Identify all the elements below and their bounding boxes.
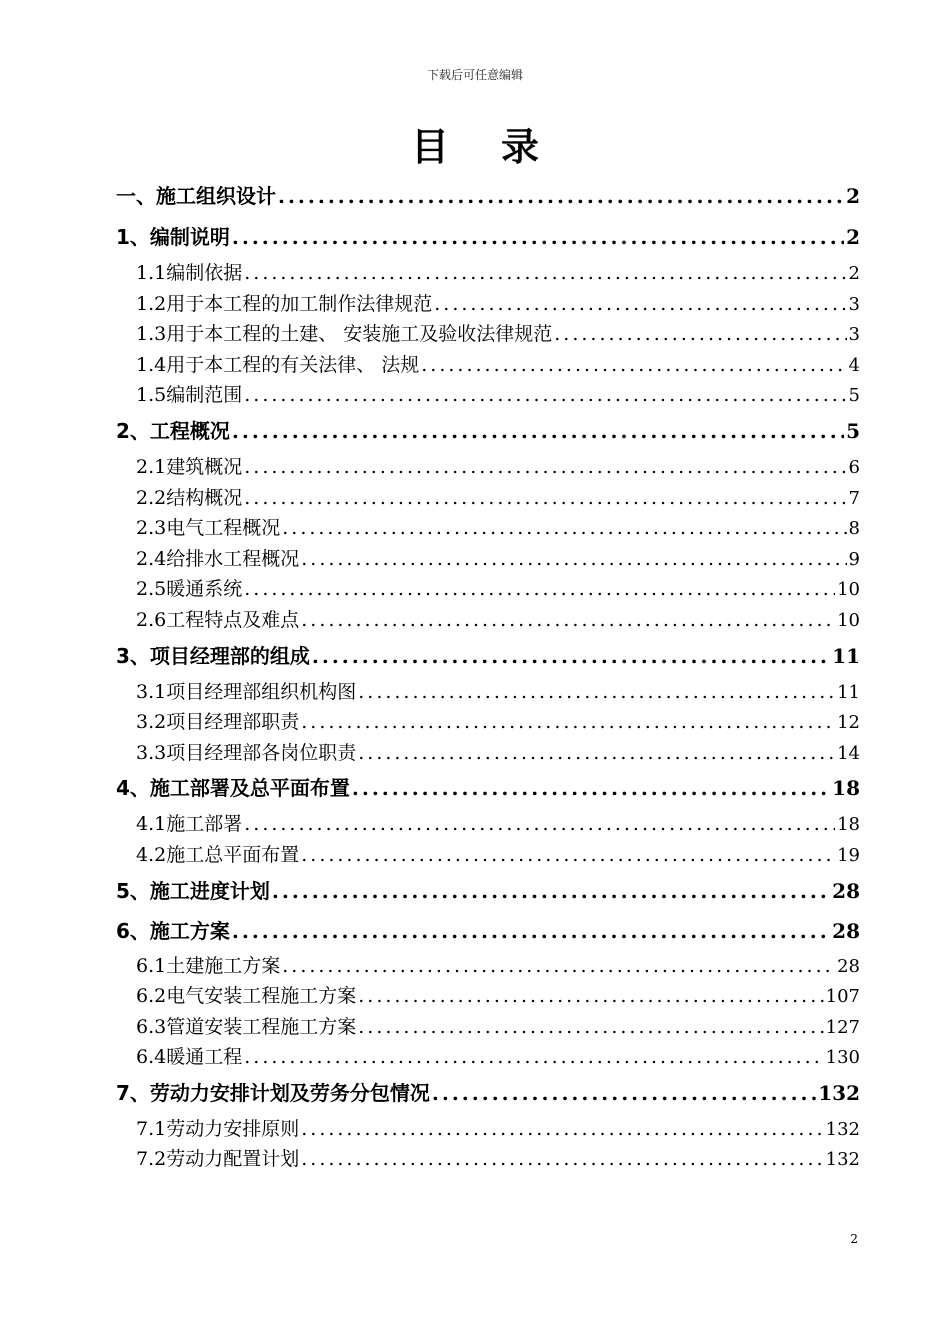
toc-leader-dots [301, 1114, 823, 1145]
toc-page-number: 14 [837, 742, 860, 764]
toc-section[interactable] [116, 1114, 860, 1145]
toc-number: 7.1 [136, 1117, 167, 1140]
toc-page-number: 130 [825, 1047, 860, 1069]
toc-page-number: 3 [848, 293, 860, 315]
toc-leader-dots [358, 677, 835, 708]
toc-number: 7、 [116, 1080, 150, 1105]
toc-number: 2.2 [136, 486, 167, 509]
toc-number: 2.6 [136, 608, 167, 631]
toc-leader-dots [272, 871, 830, 911]
toc-section[interactable] [116, 605, 860, 636]
toc-leader-dots [232, 217, 844, 258]
toc-number: 一、 [116, 184, 156, 208]
toc-leader-dots [282, 513, 846, 544]
toc-chapter[interactable] [116, 411, 860, 452]
toc-number: 3.3 [136, 741, 167, 764]
toc-leader-dots [232, 911, 830, 951]
toc-chapter[interactable] [116, 636, 860, 677]
toc-label: 施工总平面布置 [166, 843, 300, 866]
toc-page-number: 12 [837, 712, 860, 734]
toc-label: 项目经理部的组成 [149, 643, 310, 668]
toc-section[interactable] [116, 350, 860, 381]
toc-number: 1.4 [136, 353, 167, 376]
toc-page-number: 28 [832, 918, 860, 943]
toc-label: 暖通系统 [166, 578, 243, 601]
toc-section[interactable] [116, 981, 860, 1012]
toc-leader-dots [301, 544, 846, 575]
toc-number: 1.5 [136, 384, 167, 407]
toc-page-number: 10 [837, 579, 860, 601]
toc-number: 1.3 [136, 323, 167, 346]
toc-number: 3、 [116, 643, 150, 668]
toc-section[interactable] [116, 738, 860, 769]
toc-page-number: 6 [848, 456, 860, 478]
toc-number: 2.3 [136, 517, 167, 540]
toc-page-number: 132 [825, 1149, 860, 1171]
toc-number: 1.2 [136, 292, 167, 315]
toc-label: 施工进度计划 [149, 878, 270, 903]
toc-page-number: 132 [818, 1080, 860, 1105]
toc-section[interactable] [116, 319, 860, 350]
toc-label: 暖通工程 [166, 1046, 243, 1069]
toc-chapter[interactable] [116, 871, 860, 911]
toc-leader-dots [358, 738, 835, 769]
toc-leader-dots [244, 452, 846, 483]
toc-section[interactable] [116, 677, 860, 708]
toc-label: 编制依据 [166, 262, 243, 284]
toc-number: 1、 [116, 225, 150, 249]
toc-section[interactable] [116, 289, 860, 320]
toc-leader-dots [554, 319, 846, 350]
toc-label: 项目经理部各岗位职责 [166, 741, 357, 764]
toc-title: 目录 [410, 125, 591, 169]
toc-page-number: 2 [846, 184, 860, 208]
toc-label: 用于本工程的加工制作法律规范 [166, 292, 433, 315]
toc-section[interactable] [116, 951, 860, 982]
toc-leader-dots [244, 380, 846, 411]
toc-label: 劳动力安排计划及劳务分包情况 [149, 1080, 430, 1105]
toc-page-number: 7 [848, 487, 860, 509]
toc-page-number: 3 [848, 324, 860, 346]
toc-section[interactable] [116, 544, 860, 575]
toc-page-number: 28 [837, 955, 860, 977]
toc-page-number: 10 [837, 609, 860, 631]
toc-section[interactable] [116, 809, 860, 840]
toc-section[interactable] [116, 258, 860, 289]
toc-label: 施工部署及总平面布置 [149, 776, 350, 801]
toc-number: 3.1 [136, 680, 167, 703]
toc-label: 项目经理部职责 [166, 711, 300, 734]
toc-label: 施工方案 [149, 918, 230, 943]
toc-leader-dots [244, 483, 846, 514]
toc-page-number: 9 [848, 548, 860, 570]
toc-leader-dots [244, 809, 835, 840]
toc-chapter[interactable] [116, 176, 860, 217]
toc-number: 4、 [116, 776, 150, 801]
toc-page-number: 18 [832, 776, 860, 801]
toc-leader-dots [432, 1073, 816, 1114]
toc-label: 给排水工程概况 [166, 547, 300, 570]
toc-number: 5、 [116, 878, 150, 903]
toc-number: 6.4 [136, 1046, 167, 1069]
toc-leader-dots [358, 981, 823, 1012]
toc-label: 用于本工程的有关法律、 法规 [166, 353, 420, 376]
toc-number: 4.1 [136, 813, 167, 836]
toc-number: 6.2 [136, 985, 167, 1008]
toc-label: 编制范围 [166, 384, 243, 407]
toc-chapter[interactable] [116, 217, 860, 258]
toc-page-number: 127 [825, 1016, 860, 1038]
toc-chapter[interactable] [116, 911, 860, 951]
toc-label: 建筑概况 [166, 455, 243, 478]
page-header: 下载后可任意编辑 [426, 68, 523, 82]
toc-page-number: 2 [846, 225, 860, 249]
toc-label: 管道安装工程施工方案 [166, 1015, 357, 1038]
toc-leader-dots [301, 605, 835, 636]
toc-section[interactable] [116, 452, 860, 483]
toc-page-number: 18 [837, 814, 860, 836]
toc-chapter[interactable] [116, 1073, 860, 1114]
toc-number: 2.5 [136, 578, 167, 601]
toc-leader-dots [244, 574, 835, 605]
toc-section[interactable] [116, 513, 860, 544]
toc-label: 用于本工程的土建、 安装施工及验收法律规范 [166, 323, 553, 346]
toc-number: 6.1 [136, 954, 167, 977]
toc-leader-dots [358, 1012, 823, 1043]
toc-page-number: 5 [846, 418, 860, 443]
toc-label: 编制说明 [149, 225, 230, 249]
toc-number: 2.1 [136, 455, 167, 478]
toc-number: 6、 [116, 918, 150, 943]
toc-page-number: 28 [832, 878, 860, 903]
toc-leader-dots [312, 636, 830, 677]
toc-page-number: 11 [832, 643, 860, 668]
toc-number: 3.2 [136, 711, 167, 734]
toc-label: 土建施工方案 [166, 954, 281, 977]
toc-leader-dots [301, 840, 835, 871]
toc-leader-dots [301, 707, 835, 738]
toc-section[interactable] [116, 1144, 860, 1175]
toc-section[interactable] [116, 840, 860, 871]
toc-section[interactable] [116, 483, 860, 514]
toc-leader-dots [421, 350, 846, 381]
toc-label: 工程概况 [149, 418, 230, 443]
toc-leader-dots [434, 289, 846, 320]
table-of-contents [116, 176, 860, 1175]
toc-section[interactable] [116, 1042, 860, 1073]
toc-page-number: 19 [837, 844, 860, 866]
toc-section[interactable] [116, 574, 860, 605]
toc-number: 4.2 [136, 843, 167, 866]
toc-leader-dots [352, 768, 830, 809]
toc-number: 6.3 [136, 1015, 167, 1038]
toc-label: 劳动力配置计划 [166, 1148, 300, 1171]
toc-leader-dots [282, 951, 835, 982]
toc-leader-dots [301, 1144, 823, 1175]
toc-section[interactable] [116, 380, 860, 411]
toc-section[interactable] [116, 1012, 860, 1043]
toc-page-number: 2 [848, 263, 860, 284]
toc-leader-dots [278, 176, 844, 217]
toc-label: 劳动力安排原则 [166, 1117, 300, 1140]
page-number: 2 [850, 1232, 858, 1246]
toc-number: 1.1 [136, 262, 167, 284]
toc-label: 项目经理部组织机构图 [166, 680, 357, 703]
toc-label: 施工组织设计 [156, 184, 276, 208]
toc-label: 电气安装工程施工方案 [166, 985, 357, 1008]
toc-label: 电气工程概况 [166, 517, 281, 540]
toc-page-number: 5 [848, 385, 860, 407]
toc-number: 7.2 [136, 1148, 167, 1171]
toc-page-number: 11 [837, 681, 860, 703]
toc-page-number: 8 [848, 518, 860, 540]
toc-label: 工程特点及难点 [166, 608, 300, 631]
toc-number: 2、 [116, 418, 150, 443]
toc-page-number: 132 [825, 1118, 860, 1140]
toc-page-number: 4 [848, 354, 860, 376]
toc-number: 2.4 [136, 547, 167, 570]
toc-leader-dots [232, 411, 844, 452]
toc-label: 施工部署 [166, 813, 243, 836]
toc-label: 结构概况 [166, 486, 243, 509]
toc-leader-dots [244, 1042, 823, 1073]
toc-chapter[interactable] [116, 768, 860, 809]
toc-page-number: 107 [825, 986, 860, 1008]
toc-leader-dots [244, 258, 846, 289]
toc-section[interactable] [116, 707, 860, 738]
